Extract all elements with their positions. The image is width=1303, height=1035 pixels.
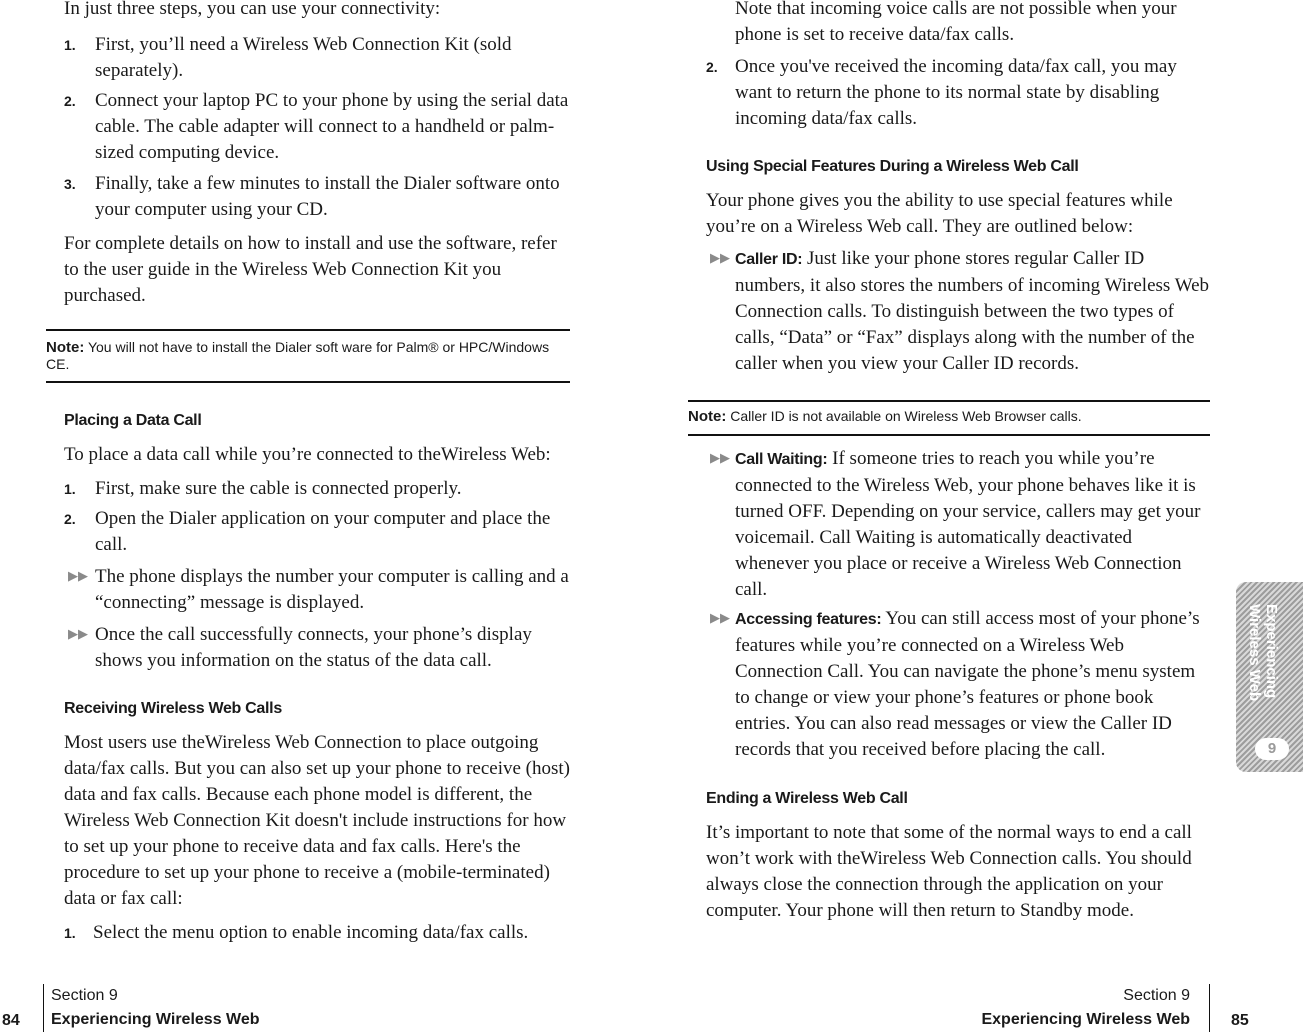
receiving-paragraph: Most users use theWireless Web Connection to place outgoing data/fax calls. But you can also set up your phone to receive (host) data and fax calls. Because each phone model is different, the Wireless Web Connection Kit doesn't include instructions for how to set up your phone to receive data and fax calls. Here's the procedure to set up your phone to receive a (mobile-terminated) data or fax call: — [64, 732, 570, 909]
ending-paragraph: It’s important to note that some of the normal ways to end a call won’t work with theWireless Web Connection calls. You should always close the connection through the application on your computer. Your phone will then return to Standby mode. — [706, 822, 1192, 921]
list-item — [706, 446, 1210, 603]
step-number: 3. — [64, 176, 76, 192]
section-heading: Ending a Wireless Web Call — [706, 790, 908, 807]
list-item — [706, 606, 1210, 763]
tab-label-line2: Wireless Web — [1246, 604, 1263, 702]
call-waiting-text: If someone tries to reach you while you’re connected to the Wireless Web, your phone behaves like it is turned OFF. Depending on your service, callers may get your voicemail. Call Waiting is automatically deactivated whenever you place or receive a Wireless Web Connection call. — [735, 448, 1201, 600]
list-item — [706, 54, 1206, 132]
left-footer — [51, 984, 260, 1032]
footer-section: Section 9 — [1123, 987, 1190, 1004]
list-item — [64, 88, 570, 166]
details-paragraph: For complete details on how to install and use the software, refer to the user guide in the Wireless Web Connection Kit you purchased. — [64, 233, 557, 306]
right-footer — [960, 984, 1190, 1032]
bullet-text: Once the call successfully connects, your phone’s display shows you information on the status of the data call. — [95, 624, 532, 671]
note-text: Caller ID is not available on Wireless Web Browser calls. — [730, 408, 1082, 424]
continued-text: Note that incoming voice calls are not possible when your phone is set to receive data/fax calls. — [735, 0, 1177, 45]
note-box — [46, 329, 570, 383]
footer-section: Section 9 — [51, 987, 118, 1004]
list-item — [64, 32, 570, 84]
note-label: Note: — [688, 408, 727, 425]
step-number: 1. — [64, 481, 76, 497]
step-number: 2. — [64, 511, 76, 527]
step-text: Once you've received the incoming data/fax call, you may want to return the phone to its normal state by disabling incoming data/fax calls. — [735, 56, 1177, 129]
list-item — [706, 246, 1210, 377]
list-item — [64, 920, 570, 946]
caller-id-label: Caller ID: — [735, 251, 803, 268]
arrow-bullet-icon: ▶▶ — [68, 627, 88, 642]
accessing-text: You can still access most of your phone’s features while you’re connected on a Wireless Web Connection Call. You can navigate the phone’s menu system to change or view your phone’s features or phone book entries. You can also read messages or view the Caller ID records that you received before placing the call. — [735, 608, 1200, 760]
list-item — [64, 564, 570, 616]
placing-intro: To place a data call while you’re connected to theWireless Web: — [64, 444, 551, 465]
left-page-number: 84 — [2, 1012, 20, 1029]
step-number: 2. — [64, 93, 76, 109]
intro-text: In just three steps, you can use your connectivity: — [64, 0, 441, 19]
step-text: Select the menu option to enable incoming data/fax calls. — [93, 922, 529, 943]
arrow-bullet-icon: ▶▶ — [68, 569, 88, 584]
step-text: First, make sure the cable is connected properly. — [95, 478, 462, 499]
section-heading: Placing a Data Call — [64, 412, 202, 429]
step-number: 2. — [706, 59, 718, 75]
special-intro: Your phone gives you the ability to use special features while you’re on a Wireless Web call. They are outlined below: — [706, 190, 1173, 237]
step-text: Open the Dialer application on your computer and place the call. — [95, 508, 551, 555]
footer-title: Experiencing Wireless Web — [51, 1011, 260, 1028]
step-text: Connect your laptop PC to your phone by using the serial data cable. The cable adapter will connect to a handheld or palm-sized computing device. — [95, 90, 569, 163]
right-page-number: 85 — [1231, 1012, 1249, 1029]
list-item — [64, 476, 570, 502]
list-item — [64, 622, 570, 674]
section-number-badge: 9 — [1255, 738, 1289, 760]
accessing-label: Accessing features: — [735, 611, 882, 628]
section-heading: Using Special Features During a Wireless Web Call — [706, 158, 1079, 175]
note-text: You will not have to install the Dialer soft ware for Palm® or HPC/Windows CE. — [46, 339, 550, 372]
step-number: 1. — [64, 925, 76, 941]
list-item — [64, 506, 570, 558]
step-number: 1. — [64, 37, 76, 53]
arrow-bullet-icon: ▶▶ — [710, 451, 730, 466]
arrow-bullet-icon: ▶▶ — [710, 611, 730, 626]
step-text: First, you’ll need a Wireless Web Connection Kit (sold separately). — [95, 34, 512, 81]
footer-title: Experiencing Wireless Web — [981, 1011, 1190, 1028]
bullet-text: The phone displays the number your computer is calling and a “connecting” message is displayed. — [95, 566, 569, 613]
step-text: Finally, take a few minutes to install the Dialer software onto your computer using your CD. — [95, 173, 560, 220]
tab-label-line1: Experiencing — [1263, 604, 1280, 699]
arrow-bullet-icon: ▶▶ — [710, 251, 730, 266]
list-item — [64, 171, 570, 223]
note-label: Note: — [46, 339, 85, 356]
footer-divider — [43, 984, 44, 1032]
call-waiting-label: Call Waiting: — [735, 451, 828, 468]
caller-id-text: Just like your phone stores regular Caller ID numbers, it also stores the numbers of incoming Wireless Web Connection calls. To distinguish between the two types of calls, “Data” or “Fax” displays along with the number of the caller when you view your Caller ID records. — [735, 248, 1210, 374]
footer-divider — [1209, 984, 1210, 1032]
note-box — [688, 400, 1210, 436]
section-heading: Receiving Wireless Web Calls — [64, 700, 282, 717]
